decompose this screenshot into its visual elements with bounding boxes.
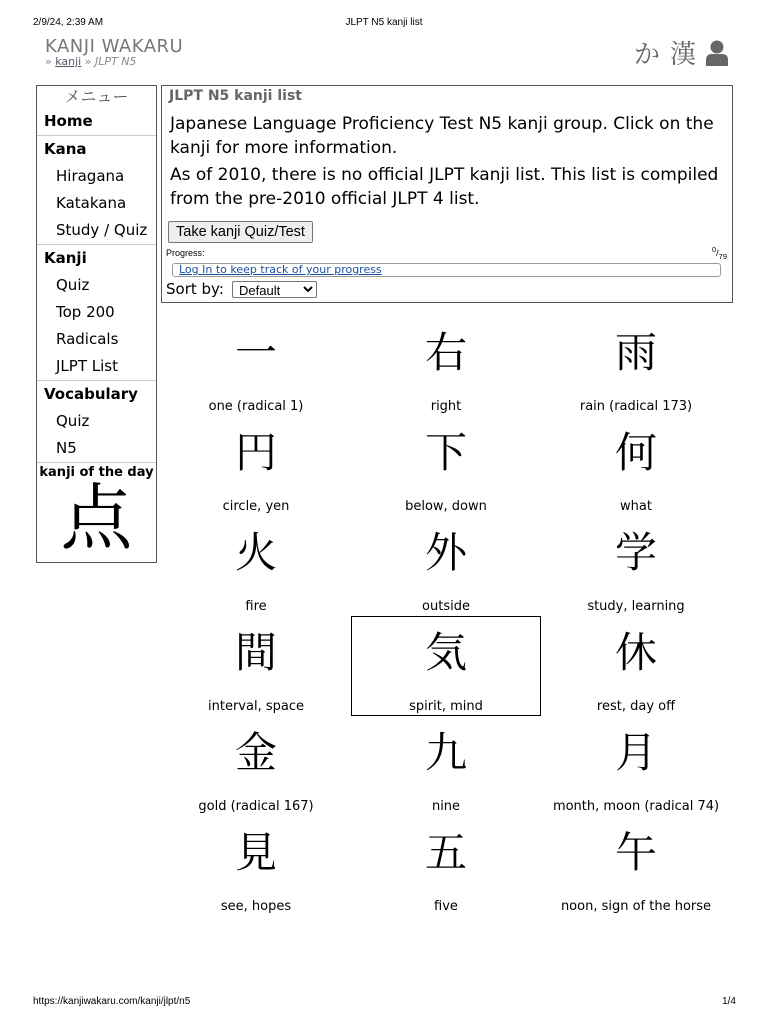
sidebar-item-vocab-quiz[interactable]: Quiz	[56, 412, 90, 430]
sidebar-item-kanji-quiz[interactable]: Quiz	[56, 276, 90, 294]
kanji-meaning: what	[620, 499, 652, 514]
kanji-grid	[161, 316, 733, 916]
sidebar-item-katakana[interactable]: Katakana	[56, 194, 127, 212]
breadcrumb	[45, 55, 136, 68]
site-title[interactable]: KANJI WAKARU	[45, 36, 184, 57]
progress-total: 79	[718, 251, 727, 261]
kanji-meaning: outside	[422, 599, 470, 614]
kanji-meaning: one (radical 1)	[208, 399, 304, 414]
page-title: JLPT N5 kanji list	[169, 88, 302, 104]
kanji-character: 月	[614, 728, 657, 777]
sidebar-group-vocabulary	[37, 381, 156, 463]
kanji-character: 午	[614, 828, 657, 877]
progress-label: Progress:	[166, 248, 205, 258]
kanji-character: 五	[424, 828, 467, 877]
kanji-card[interactable]	[541, 816, 731, 916]
kanji-card[interactable]	[541, 516, 731, 616]
kanji-of-the-day-title: kanji of the day	[39, 465, 154, 480]
sidebar-item-home[interactable]: Home	[44, 112, 93, 130]
sidebar-group-kana	[37, 136, 156, 245]
kanji-meaning: rest, day off	[596, 699, 676, 714]
kanji-meaning: fire	[245, 599, 267, 614]
kanji-card[interactable]	[161, 616, 351, 716]
kanji-meaning: nine	[431, 799, 461, 814]
kanji-character: 一	[234, 328, 277, 377]
kanji-card[interactable]	[161, 816, 351, 916]
sidebar-group-kanji	[37, 245, 156, 381]
intro-paragraph: Japanese Language Proficiency Test N5 kanji group. Click on the kanji for more information.	[170, 114, 714, 158]
print-doc-title: JLPT N5 kanji list	[345, 17, 423, 28]
sidebar-item-top-200[interactable]: Top 200	[56, 303, 115, 321]
kanji-card[interactable]	[541, 616, 731, 716]
sidebar-item-vocabulary[interactable]: Vocabulary	[44, 385, 138, 403]
kanji-character: 金	[234, 728, 277, 777]
kanji-character: 火	[234, 528, 277, 577]
kanji-meaning: interval, space	[208, 699, 304, 714]
kana-toggle-icon[interactable]: か	[633, 40, 660, 70]
kanji-card[interactable]	[541, 416, 731, 516]
kanji-character: 見	[234, 828, 277, 877]
sort-select[interactable]	[232, 281, 317, 298]
kanji-character: 休	[614, 628, 657, 677]
note-paragraph: As of 2010, there is no official JLPT kanji list. This list is compiled from the pre-2010 official JLPT 4 list.	[170, 165, 719, 209]
kanji-card[interactable]	[541, 316, 731, 416]
kanji-toggle-icon[interactable]: 漢	[669, 40, 696, 70]
kanji-card[interactable]	[161, 716, 351, 816]
kanji-character: 右	[424, 328, 467, 377]
progress-bar	[172, 263, 721, 277]
kanji-meaning: below, down	[405, 499, 487, 514]
kanji-character: 雨	[614, 328, 657, 377]
kanji-character: 円	[234, 428, 277, 477]
kanji-card[interactable]	[351, 716, 541, 816]
kanji-meaning: spirit, mind	[409, 699, 483, 714]
sidebar-item-kanji[interactable]: Kanji	[44, 249, 87, 267]
sidebar-menu	[36, 85, 157, 563]
kanji-character: 下	[424, 428, 467, 477]
kanji-character: 何	[614, 428, 657, 477]
kanji-character: 学	[614, 528, 657, 577]
kanji-card[interactable]	[351, 516, 541, 616]
top-icons	[634, 34, 728, 71]
progress-count: $^0/_{79}$	[711, 245, 727, 261]
sidebar-group-home	[37, 108, 156, 136]
kanji-meaning: rain (radical 173)	[579, 399, 693, 414]
kanji-character: 九	[424, 728, 467, 777]
progress-done: 0	[711, 245, 717, 254]
sidebar-item-radicals[interactable]: Radicals	[56, 330, 119, 348]
sidebar-item-hiragana[interactable]: Hiragana	[56, 167, 125, 185]
take-quiz-button[interactable]: Take kanji Quiz/Test	[168, 221, 313, 243]
print-footer	[0, 996, 768, 1008]
kanji-of-the-day[interactable]: 点	[60, 476, 133, 560]
sidebar-item-jlpt-list[interactable]: JLPT List	[56, 357, 118, 375]
kanji-meaning: right	[430, 399, 462, 414]
sidebar-item-n5[interactable]: N5	[56, 439, 77, 457]
login-link[interactable]: Log In to keep track of your progress	[179, 263, 382, 276]
kanji-card[interactable]	[161, 316, 351, 416]
print-header	[0, 17, 768, 29]
kanji-character: 間	[234, 628, 277, 677]
kanji-character: 外	[424, 528, 467, 577]
print-page-number: 1/4	[722, 996, 736, 1007]
kanji-meaning: see, hopes	[220, 899, 292, 914]
kanji-meaning: five	[434, 899, 458, 914]
kanji-meaning: circle, yen	[222, 499, 290, 514]
kanji-meaning: study, learning	[587, 599, 685, 614]
kanji-character: 気	[424, 628, 467, 677]
kanji-card[interactable]	[541, 716, 731, 816]
menu-title: メニュー	[64, 87, 129, 106]
breadcrumb-current: JLPT N5	[94, 55, 137, 68]
kanji-card[interactable]	[161, 516, 351, 616]
breadcrumb-separator: »	[45, 55, 56, 68]
kanji-card-selected[interactable]	[351, 616, 541, 716]
kanji-card[interactable]	[351, 816, 541, 916]
print-datetime: 2/9/24, 2:39 AM	[33, 17, 104, 28]
kanji-card[interactable]	[351, 316, 541, 416]
intro-panel	[161, 85, 733, 303]
kanji-card[interactable]	[351, 416, 541, 516]
sort-label: Sort by:	[166, 280, 224, 298]
kanji-card[interactable]	[161, 416, 351, 516]
sidebar-item-kana-study-quiz[interactable]: Study / Quiz	[56, 221, 148, 239]
kanji-meaning: month, moon (radical 74)	[552, 799, 720, 814]
breadcrumb-link-kanji[interactable]: kanji	[55, 55, 82, 68]
breadcrumb-separator: »	[81, 55, 95, 68]
sidebar-item-kana[interactable]: Kana	[44, 140, 87, 158]
print-url: https://kanjiwakaru.com/kanji/jlpt/n5	[33, 996, 191, 1007]
kanji-meaning: noon, sign of the horse	[560, 899, 712, 914]
user-icon[interactable]	[706, 40, 728, 66]
kanji-meaning: gold (radical 167)	[198, 799, 314, 814]
